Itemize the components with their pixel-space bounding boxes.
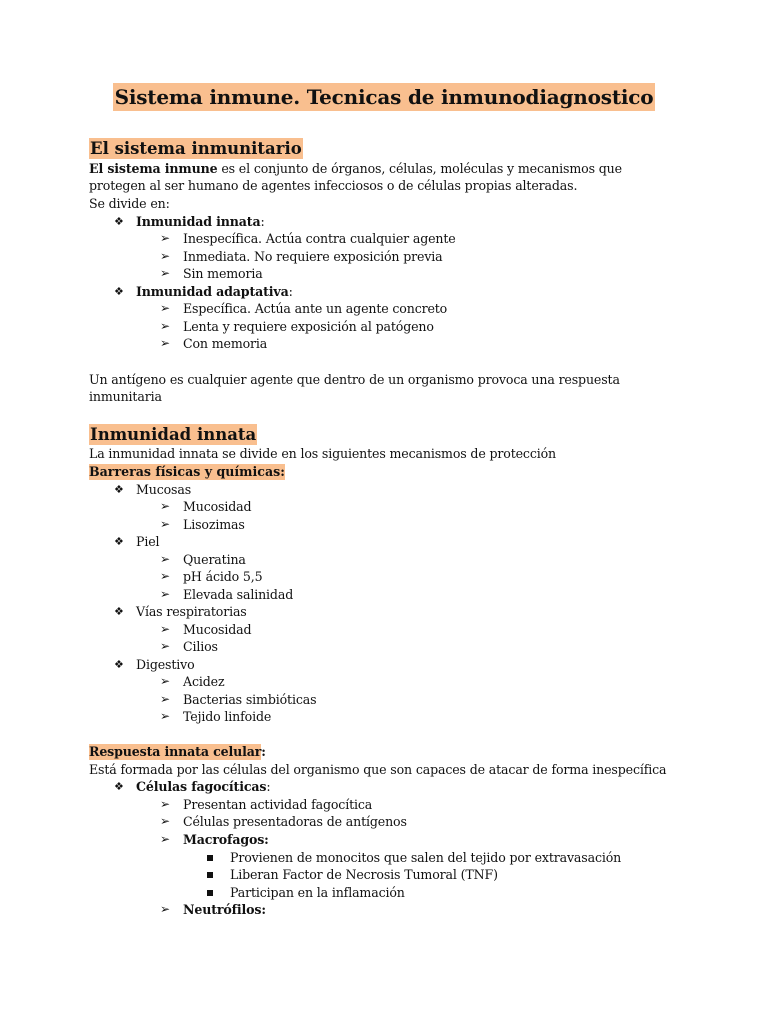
arrow-bullet-icon: ➢ xyxy=(160,266,171,280)
list-item: Inmediata. No requiere exposición previa xyxy=(183,249,443,264)
macrofagos-label: Macrofagos: xyxy=(183,832,269,847)
intro-paragraph-line1 xyxy=(89,160,622,178)
list-item: Con memoria xyxy=(183,336,268,351)
list-item: Queratina xyxy=(183,552,246,567)
list-item: Acidez xyxy=(183,674,225,689)
group-label-vias-respiratorias: Vías respiratorias xyxy=(136,604,247,619)
arrow-bullet-icon: ➢ xyxy=(160,499,171,513)
list-item: Mucosidad xyxy=(183,499,252,514)
arrow-bullet-icon: ➢ xyxy=(160,814,171,828)
celular-heading: Respuesta innata celular xyxy=(89,744,262,759)
neutrofilos-label: Neutrófilos: xyxy=(183,902,266,917)
diamond-bullet-icon: ❖ xyxy=(114,215,124,228)
innata-intro: La inmunidad innata se divide en los siguientes mecanismos de protección xyxy=(89,446,556,461)
list-item: pH ácido 5,5 xyxy=(183,569,263,584)
list-item: Células presentadoras de antígenos xyxy=(183,814,407,829)
diamond-bullet-icon: ❖ xyxy=(114,285,124,298)
intro-paragraph-line2: protegen al ser humano de agentes infecciosos o de células propias alteradas. xyxy=(89,178,578,193)
list-item: Inespecífica. Actúa contra cualquier agente xyxy=(183,231,456,246)
arrow-bullet-icon: ➢ xyxy=(160,797,171,811)
celular-heading-line xyxy=(89,743,266,761)
arrow-bullet-icon: ➢ xyxy=(160,552,171,566)
list-item: Liberan Factor de Necrosis Tumoral (TNF) xyxy=(230,867,498,882)
group-label-piel: Piel xyxy=(136,534,160,549)
diamond-bullet-icon: ❖ xyxy=(114,605,124,618)
square-bullet-icon xyxy=(207,866,213,884)
antigen-line2: inmunitaria xyxy=(89,389,162,404)
group-label-digestivo: Digestivo xyxy=(136,657,195,672)
fagocitica-label: Células fagocíticas xyxy=(136,779,267,794)
diamond-bullet-icon: ❖ xyxy=(114,483,124,496)
document-title: Sistema inmune. Tecnicas de inmunodiagnostico xyxy=(114,85,654,109)
arrow-bullet-icon: ➢ xyxy=(160,709,171,723)
arrow-bullet-icon: ➢ xyxy=(160,622,171,636)
celular-intro: Está formada por las células del organismo que son capaces de atacar de forma inespecífica xyxy=(89,762,667,777)
arrow-bullet-icon: ➢ xyxy=(160,569,171,583)
arrow-bullet-icon: ➢ xyxy=(160,692,171,706)
arrow-bullet-icon: ➢ xyxy=(160,587,171,601)
list-item: Participan en la inflamación xyxy=(230,885,405,900)
square-bullet-icon xyxy=(207,849,213,867)
arrow-bullet-icon: ➢ xyxy=(160,249,171,263)
list-item: Sin memoria xyxy=(183,266,263,281)
arrow-bullet-icon: ➢ xyxy=(160,639,171,653)
barreras-heading: Barreras físicas y químicas: xyxy=(89,464,285,479)
group-label-mucosas: Mucosas xyxy=(136,482,192,497)
arrow-bullet-icon: ➢ xyxy=(160,674,171,688)
section-heading-inmunidad-innata: Inmunidad innata xyxy=(90,425,257,444)
diamond-bullet-icon: ❖ xyxy=(114,780,124,793)
arrow-bullet-icon: ➢ xyxy=(160,902,171,916)
arrow-bullet-icon: ➢ xyxy=(160,319,171,333)
list-item: Específica. Actúa ante un agente concreto xyxy=(183,301,448,316)
list-item: Mucosidad xyxy=(183,622,252,637)
title-container xyxy=(0,83,768,111)
divide-label: Se divide en: xyxy=(89,196,170,211)
arrow-bullet-icon: ➢ xyxy=(160,517,171,531)
innata-item: Inmunidad innata: xyxy=(136,214,265,229)
diamond-bullet-icon: ❖ xyxy=(114,535,124,548)
list-item: Provienen de monocitos que salen del tejido por extravasación xyxy=(230,850,622,865)
adaptativa-label: Inmunidad adaptativa xyxy=(136,284,289,299)
list-item: Cilios xyxy=(183,639,218,654)
list-item: Lenta y requiere exposición al patógeno xyxy=(183,319,434,334)
arrow-bullet-icon: ➢ xyxy=(160,231,171,245)
adaptativa-item: Inmunidad adaptativa: xyxy=(136,284,293,299)
section-heading-sistema-inmunitario: El sistema inmunitario xyxy=(90,139,302,158)
arrow-bullet-icon: ➢ xyxy=(160,301,171,315)
innata-label: Inmunidad innata xyxy=(136,214,261,229)
arrow-bullet-icon: ➢ xyxy=(160,336,171,350)
intro-bold-term: El sistema inmune xyxy=(89,161,218,176)
list-item: Lisozimas xyxy=(183,517,245,532)
arrow-bullet-icon: ➢ xyxy=(160,832,171,846)
fagocitica-item: Células fagocíticas: xyxy=(136,779,271,794)
list-item: Bacterias simbióticas xyxy=(183,692,317,707)
list-item: Presentan actividad fagocítica xyxy=(183,797,373,812)
square-bullet-icon xyxy=(207,884,213,902)
celular-colon: : xyxy=(261,744,266,759)
antigen-line1: Un antígeno es cualquier agente que dentro de un organismo provoca una respuesta xyxy=(89,372,620,387)
list-item: Tejido linfoide xyxy=(183,709,272,724)
intro-text: es el conjunto de órganos, células, moléculas y mecanismos que xyxy=(217,161,622,176)
diamond-bullet-icon: ❖ xyxy=(114,658,124,671)
list-item: Elevada salinidad xyxy=(183,587,294,602)
